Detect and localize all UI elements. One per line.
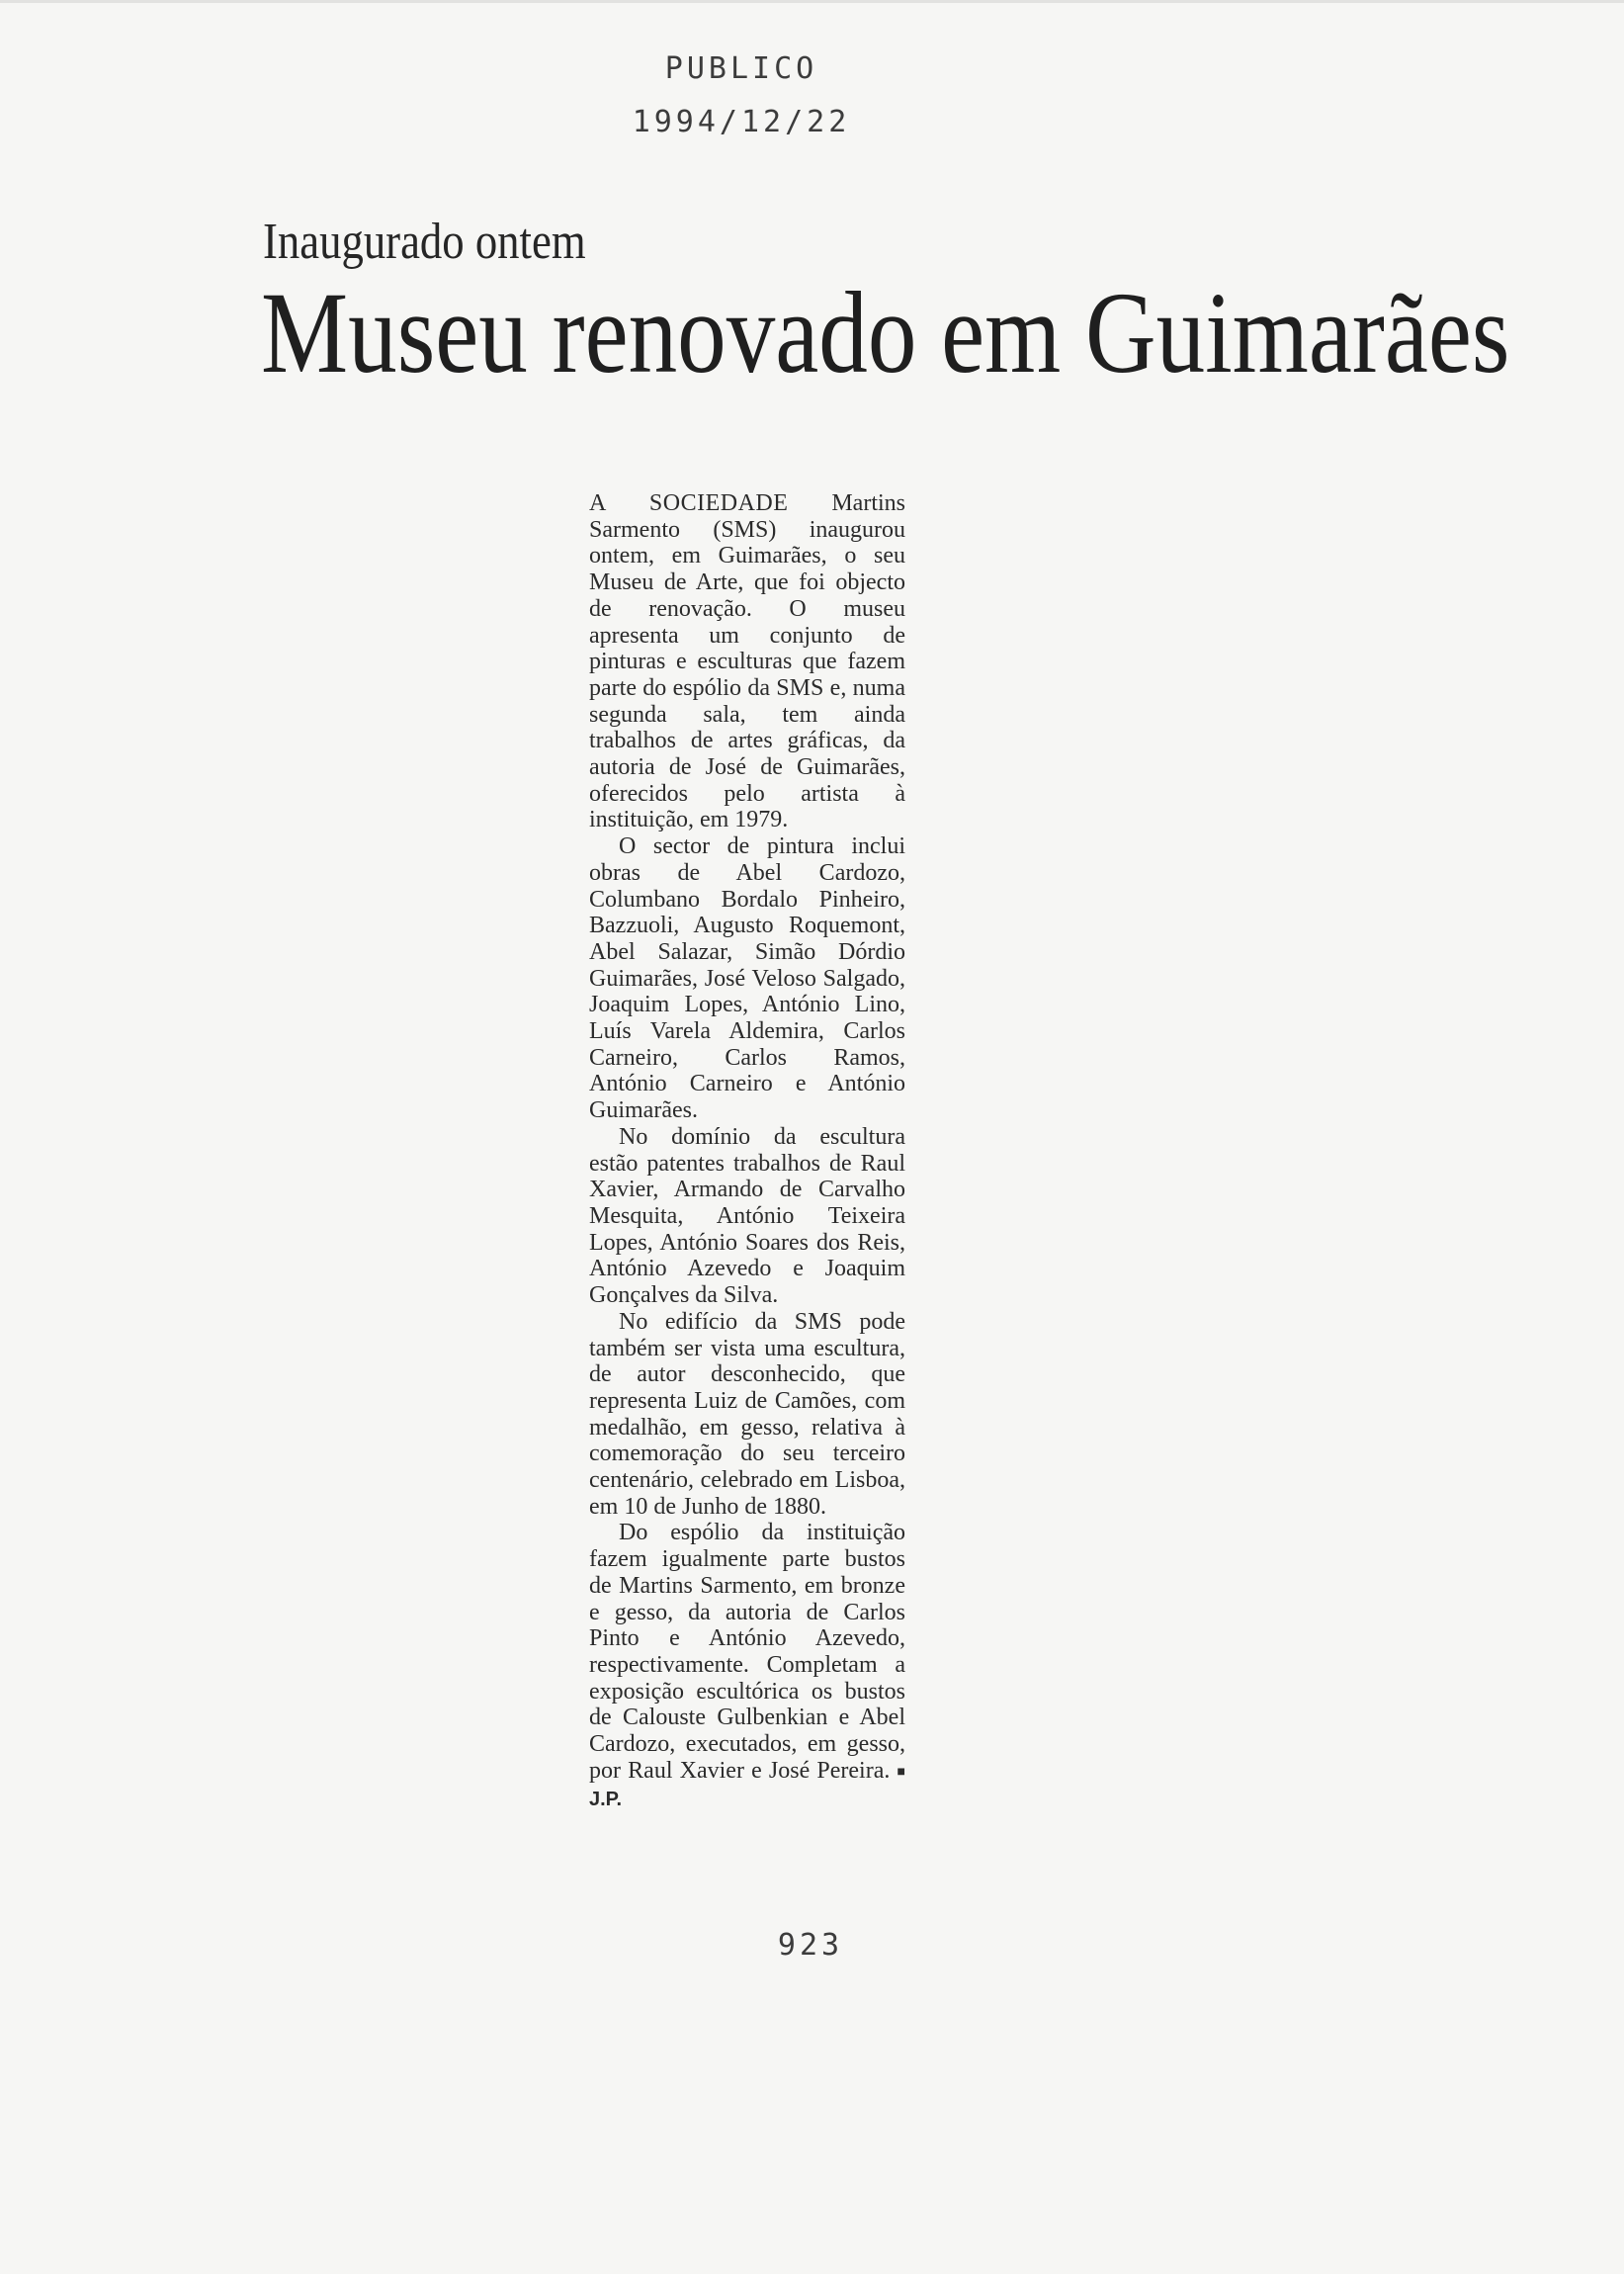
article-headline: Museu renovado em Guimarães <box>261 268 1510 397</box>
article-paragraph: No domínio da escultura estão patentes trabalhos de Raul Xavier, Armando de Carvalho Mesquita, António Teixeira Lopes, António Soares dos Reis, António Azevedo e Joaquim Gonçalves da Silva. <box>589 1123 905 1309</box>
end-mark-icon: ■ <box>897 1764 906 1780</box>
article-paragraph <box>589 490 905 833</box>
article-kicker: Inaugurado ontem <box>263 214 586 270</box>
scan-edge <box>0 0 1624 3</box>
archive-source-stamp: PUBLICO <box>664 51 818 86</box>
article-paragraph: No edifício da SMS pode também ser vista uma escultura, de autor desconhecido, que representa Luiz de Camões, com medalhão, em gesso, relativa à comemoração do seu terceiro centenário, celebrado em Lisboa, em 10 de Junho de 1880. <box>589 1308 905 1520</box>
archive-date-stamp: 1994/12/22 <box>632 105 851 139</box>
lead-caps: A SOCIEDADE <box>589 490 789 516</box>
paragraph-text: Do espólio da instituição fazem igualmente parte bustos de Martins Sarmento, em bronze e gesso, da autoria de Carlos Pinto e António Azevedo, respectivamente. Completam a exposição escultórica os bustos de Calouste Gulbenkian e Abel Cardozo, executados, em gesso, por Raul Xavier e José Pereira. <box>589 1520 905 1784</box>
article-paragraph: O sector de pintura inclui obras de Abel Cardozo, Columbano Bordalo Pinheiro, Bazzuoli, Augusto Roquemont, Abel Salazar, Simão Dórdio Guimarães, José Veloso Salgado, Joaquim Lopes, António Lino, Luís Varela Aldemira, Carlos Carneiro, Carlos Ramos, António Carneiro e António Guimarães. <box>589 833 905 1124</box>
article-paragraph <box>589 1520 905 1813</box>
page-number: 923 <box>777 1928 844 1963</box>
paragraph-text: Martins Sarmento (SMS) inaugurou ontem, em Guimarães, o seu Museu de Arte, que foi objecto de renovação. O museu apresenta um conjunto de pinturas e esculturas que fazem parte do espólio da SMS e, numa segunda sala, tem ainda trabalhos de artes gráficas, da autoria de José de Guimarães, oferecidos pelo artista à instituição, em 1979. <box>589 490 905 833</box>
article-body <box>589 490 905 1813</box>
author-signature: J.P. <box>589 1789 622 1811</box>
